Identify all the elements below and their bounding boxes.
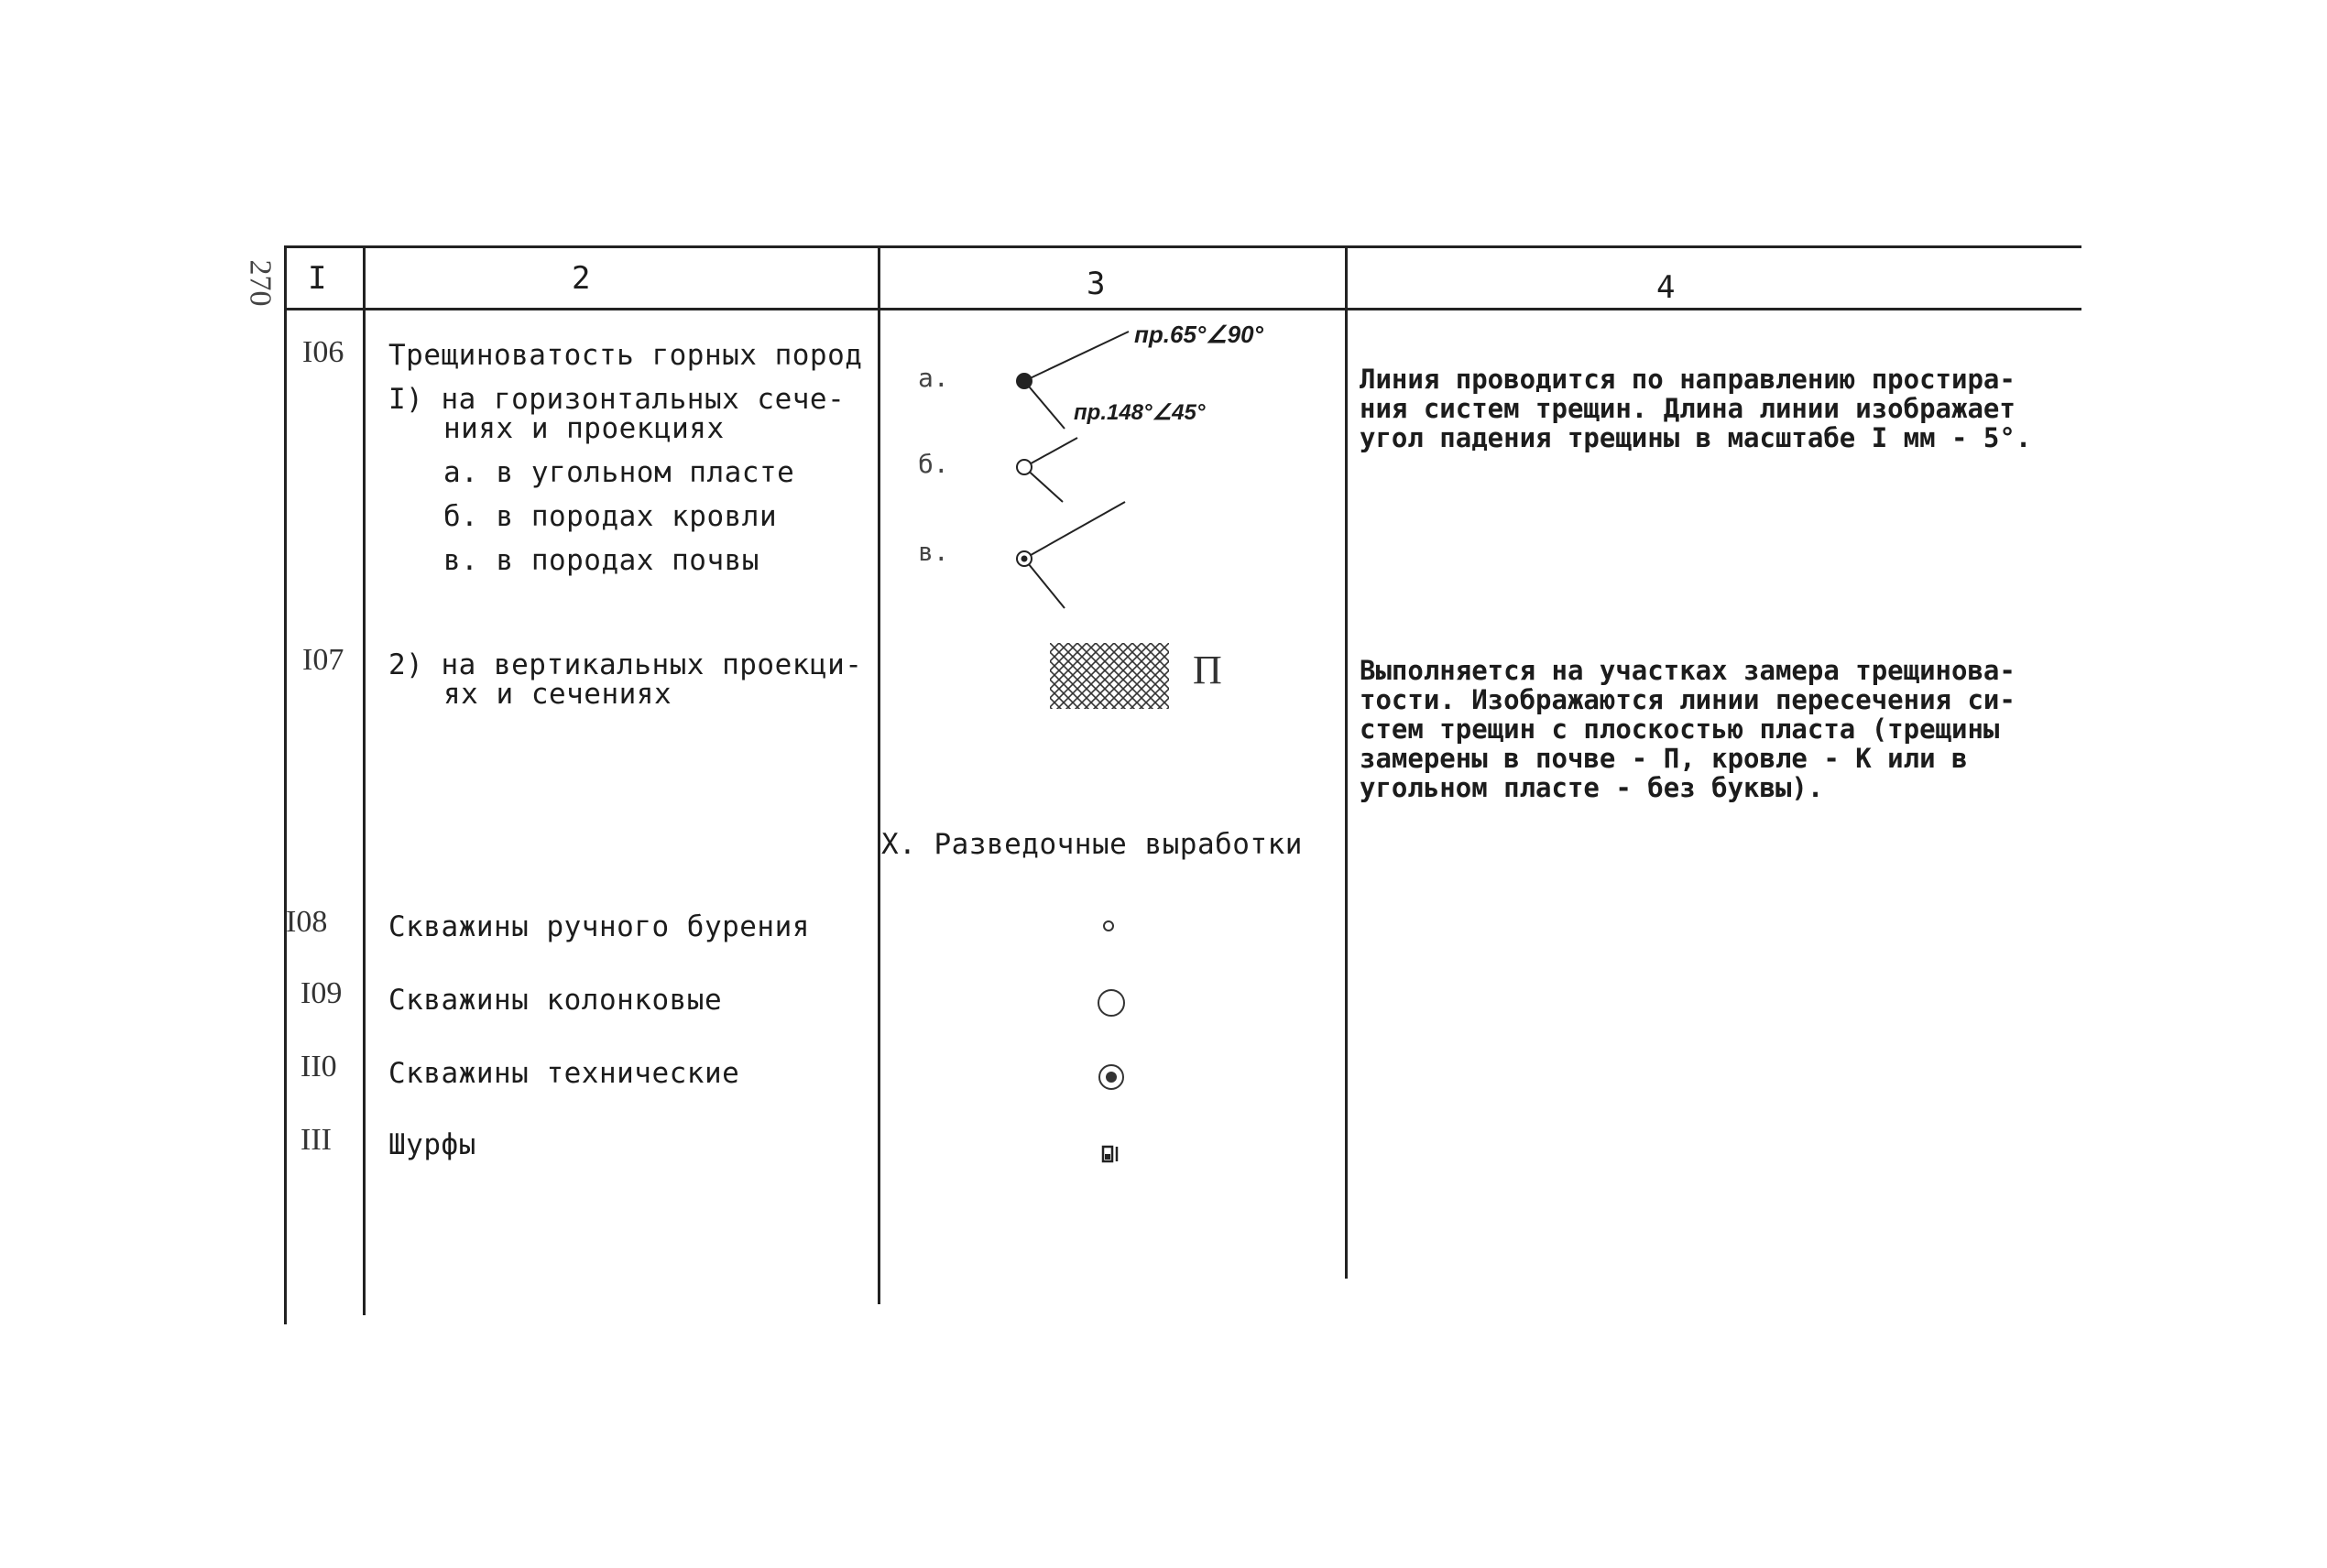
row-number: I07	[302, 643, 344, 677]
fracture-annotation-top: пр.65°∠90°	[1134, 321, 1263, 348]
circle-with-dot-icon	[1098, 1064, 1124, 1090]
circle-icon	[1098, 989, 1125, 1017]
col-divider-0	[284, 245, 287, 1324]
description-line: стем трещин с плоскостью пласта (трещины	[1360, 713, 2000, 745]
symbol-label: а.	[918, 363, 949, 393]
row-description	[1360, 656, 2016, 802]
row-name: Шурфы	[388, 1128, 476, 1161]
col-divider-3	[1345, 245, 1348, 1279]
row-item: а. в угольном пласте	[443, 456, 795, 489]
row-title: Трещиноватость горных пород	[388, 339, 863, 372]
crosshatch-symbol	[1050, 643, 1169, 709]
center-dot	[1106, 1072, 1117, 1083]
fracture-symbol-roof	[1017, 438, 1077, 502]
floor-letter: П	[1193, 648, 1222, 692]
symbol-label: б.	[918, 449, 949, 479]
col-header-1: I	[308, 260, 327, 297]
fracture-symbol-coal-seam	[1017, 332, 1129, 429]
fracture-symbols	[989, 311, 1173, 623]
row-subline: I) на горизонтальных сече-	[388, 383, 846, 416]
fracture-symbol-floor	[1017, 502, 1125, 608]
description-line: угольном пласте - без буквы).	[1360, 772, 1824, 803]
small-circle-icon	[1103, 920, 1114, 931]
col-header-4: 4	[1656, 269, 1676, 306]
table-header-rule	[284, 308, 2081, 310]
description-line: замерены в почве - П, кровле - К или в	[1360, 743, 1968, 774]
row-item: в. в породах почвы	[443, 544, 759, 577]
row-subline: ниях и проекциях	[443, 412, 725, 445]
col-divider-1	[363, 245, 366, 1315]
col-header-3: 3	[1087, 266, 1106, 302]
col-header-2: 2	[572, 260, 591, 297]
row-number: II0	[300, 1050, 337, 1083]
row-line: 2) на вертикальных проекци-	[388, 648, 863, 681]
row-number: I09	[300, 976, 343, 1010]
description-line: ния систем трещин. Длина линии изображает	[1360, 393, 2016, 424]
row-item: б. в породах кровли	[443, 500, 778, 533]
row-line: ях и сечениях	[443, 678, 672, 711]
row-number: I06	[302, 335, 344, 369]
description-line: тости. Изображаются линии пересечения си-	[1360, 684, 2016, 715]
row-number: I08	[286, 905, 328, 939]
description-line: Выполняется на участках замера трещинова-	[1360, 655, 2016, 686]
shaft-icon	[1101, 1143, 1121, 1165]
row-name: Скважины ручного бурения	[388, 910, 810, 943]
row-description	[1360, 365, 2031, 452]
description-line: Линия проводится по направлению простира-	[1360, 364, 2016, 395]
row-name: Скважины технические	[388, 1057, 740, 1090]
row-name: Скважины колонковые	[388, 984, 723, 1017]
symbol-label: в.	[918, 537, 949, 567]
row-number: III	[300, 1123, 332, 1157]
description-line: угол падения трещины в масштабе I мм - 5°.	[1360, 422, 2032, 453]
table-top-rule	[284, 245, 2081, 248]
page-number: 270	[243, 259, 278, 307]
section-title: Х. Разведочные выработки	[881, 828, 1303, 861]
fracture-annotation-bottom: пр.148°∠45°	[1074, 400, 1206, 425]
col-divider-2	[878, 245, 880, 1304]
